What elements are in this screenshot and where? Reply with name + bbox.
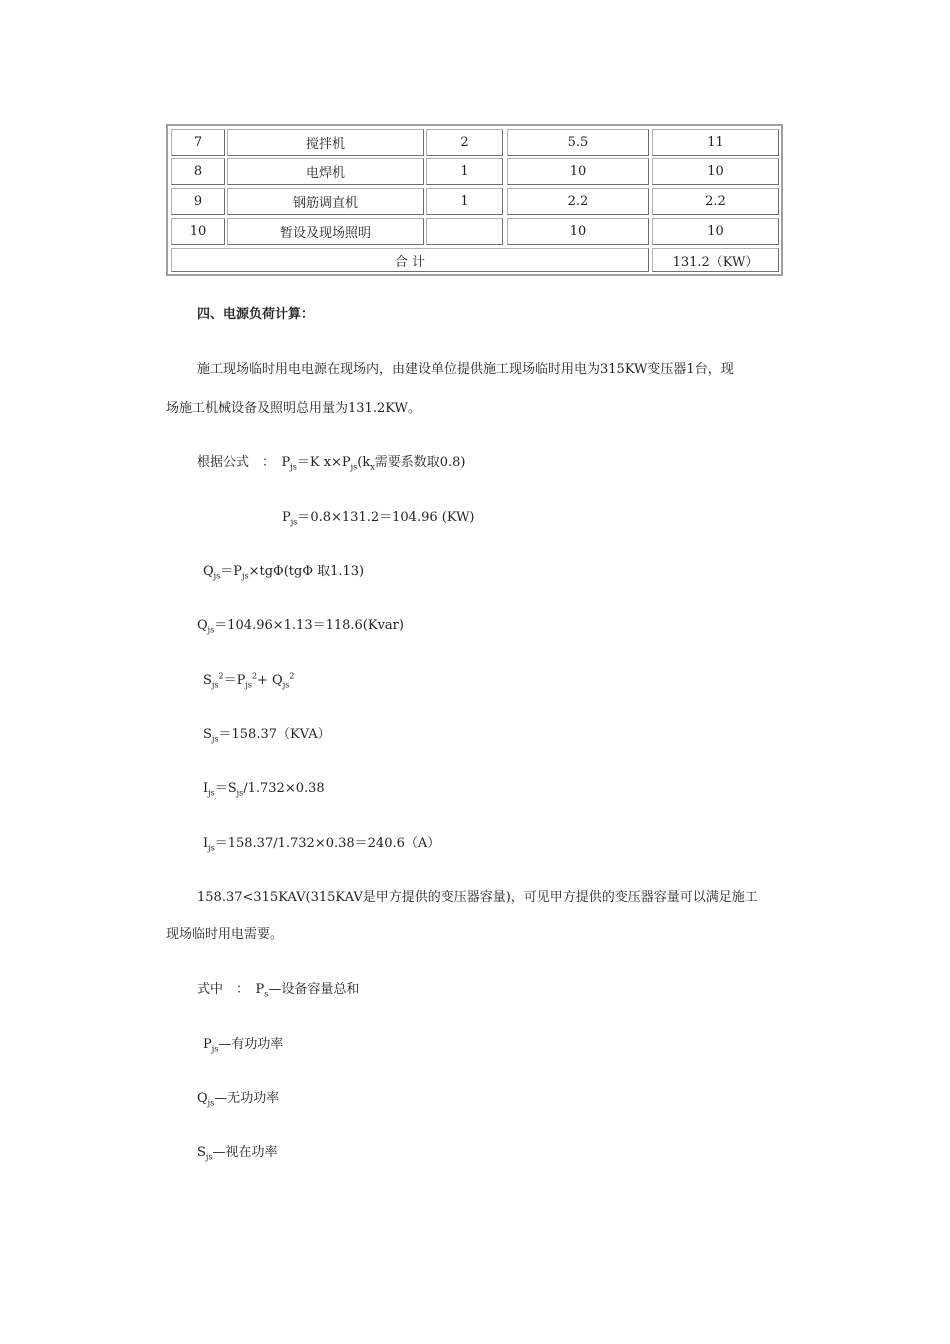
table-cell-unit-power: 10 <box>507 218 649 245</box>
table-cell-total: 10 <box>652 158 779 185</box>
table-cell-no: 9 <box>171 188 225 215</box>
table-cell-name: 钢筋调直机 <box>227 188 424 215</box>
table-cell-name: 电焊机 <box>227 158 424 185</box>
formula-sjs-value: $S_{js}=158.37(KVA)$ <box>203 727 331 744</box>
formula-pjs: $P_{js}=0.8\times 131.2=104.96$ (KW) <box>282 510 475 527</box>
table-cell-no: 7 <box>171 129 225 156</box>
formula-qjs: $Q_{js}=P_{js}\times tg\Phi(tg\Phi$ 取1.13) <box>203 564 365 581</box>
legend-ps: 式中 ： $P_s—$设备容量总和 <box>197 982 360 999</box>
table-cell-qty: 1 <box>426 158 503 185</box>
formula-qjs-value: $Q_{js}=104.96\times 1.13=118.6(Kvar)$ <box>197 618 404 635</box>
table-cell-no: 8 <box>171 158 225 185</box>
legend-pjs: $P_{js}—$有功功率 <box>203 1037 284 1054</box>
table-cell-no: 10 <box>171 218 225 245</box>
formula-ijs: $I_{js}=S_{js}/1.732\times 0.38$ <box>203 781 325 798</box>
equipment-table <box>166 124 783 276</box>
table-cell-unit-power: 5.5 <box>507 129 649 156</box>
table-cell-name: 搅拌机 <box>227 129 424 156</box>
legend-qjs: $Q_{js}—$无功功率 <box>197 1091 280 1108</box>
section-heading: 四、电源负荷计算： <box>197 307 315 322</box>
table-cell-qty: 2 <box>426 129 503 156</box>
formula-ijs-value: $I_{js}=158.37/1.732\times 0.38=240.6(A)$ <box>203 836 441 853</box>
paragraph-1-line-1: 施工现场临时用电电源在现场内，由建设单位提供施工现场临时用电为315KW变压器1台，现 <box>197 362 734 377</box>
paragraph-1-line-2: 场施工机械设备及照明总用量为131.2KW。 <box>166 401 421 416</box>
table-cell-qty: 1 <box>426 188 503 215</box>
table-cell-total: 2.2 <box>652 188 779 215</box>
paragraph-2-line-2: 现场临时用电需要。 <box>166 927 284 942</box>
formula-basis: 根据公式 ： $P_{js}=K$ $x\times P_{js}(k_x$需要系数取0.8) <box>197 455 466 472</box>
legend-sjs: $S_{js}—$视在功率 <box>197 1145 278 1162</box>
table-cell-unit-power: 10 <box>507 158 649 185</box>
table-cell-name: 暂设及现场照明 <box>227 218 424 245</box>
table-cell-total: 11 <box>652 129 779 156</box>
table-sum-value: 131.2（KW） <box>652 248 779 272</box>
table-cell-total: 10 <box>652 218 779 245</box>
formula-sjs-squared: $S_{js}^2=P_{js}^2+ Q_{js}^2$ <box>203 671 295 690</box>
table-cell-unit-power: 2.2 <box>507 188 649 215</box>
paragraph-2-line-1: 158.37<315KAV(315KAV是甲方提供的变压器容量)，可见甲方提供的变压器容量可以满足施工 <box>197 890 758 905</box>
table-cell-qty <box>426 218 503 245</box>
table-sum-label: 合 计 <box>171 248 649 272</box>
